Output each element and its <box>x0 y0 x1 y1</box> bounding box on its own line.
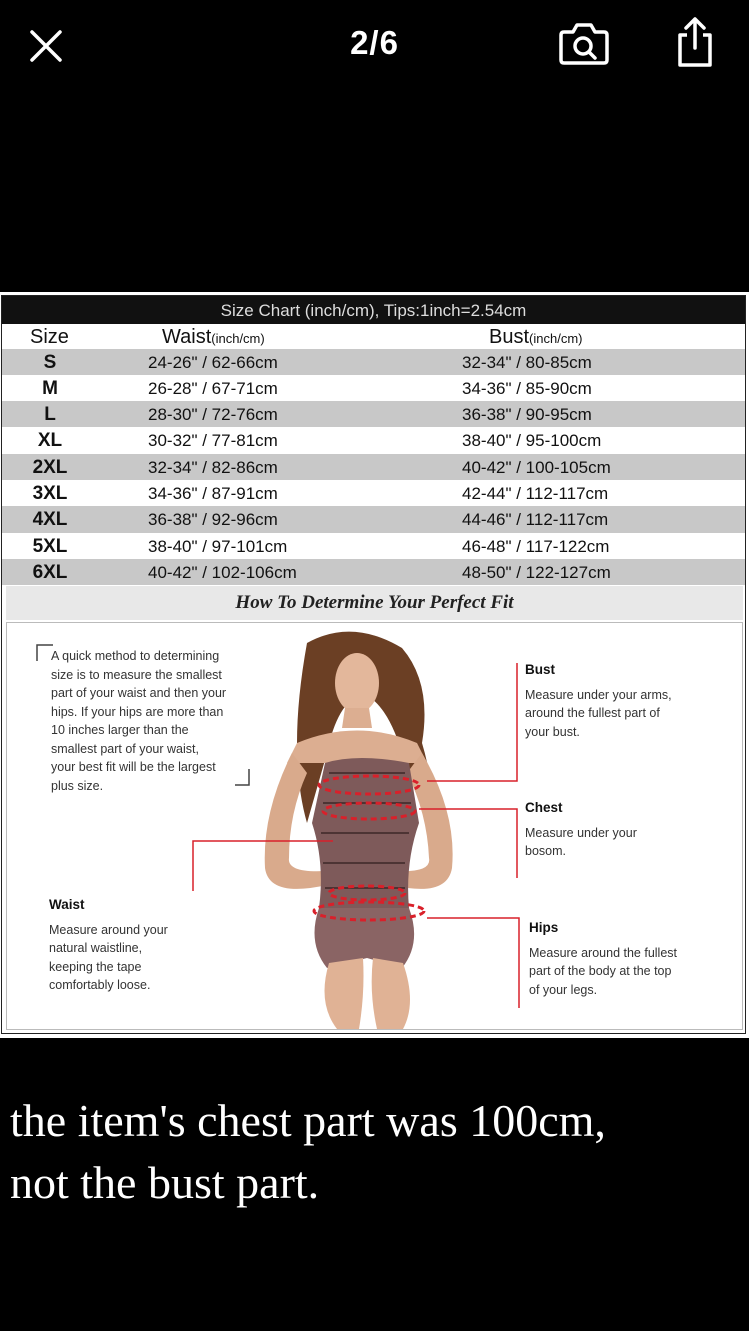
review-caption <box>10 1090 745 1214</box>
size-cell: 5XL <box>32 535 68 557</box>
waist-cell: 26-28" / 67-71cm <box>148 378 278 398</box>
caption-line: the item's chest part was 100cm, <box>10 1095 606 1146</box>
size-row <box>2 427 745 453</box>
waist-cell: 28-30" / 72-76cm <box>148 405 278 425</box>
waist-cell: 32-34" / 82-86cm <box>148 457 278 477</box>
size-chart-image <box>1 295 746 1034</box>
bust-cell: 32-34" / 80-85cm <box>462 352 592 372</box>
bust-cell: 44-46" / 112-117cm <box>462 510 609 530</box>
bust-cell: 42-44" / 112-117cm <box>462 484 609 503</box>
caption-line: not the bust part. <box>10 1157 320 1208</box>
bust-cell: 48-50" / 122-127cm <box>462 562 611 582</box>
bust-cell: 40-42" / 100-105cm <box>462 457 611 477</box>
size-cell: L <box>44 404 56 426</box>
bust-label: Bust <box>525 662 555 677</box>
size-row <box>2 506 745 532</box>
bust-column-header: Bust(inch/cm) <box>489 326 583 348</box>
fit-intro-text: A quick method to determining size is to measure the smallest part of your waist and then your hips. If your hips are more than 10 inches larger than the smallest part of your waist, your best fit will be the largest plus size. <box>51 649 227 793</box>
bust-note: Bust Measure under your arms, around the fullest part of your bust. <box>525 662 672 739</box>
size-chart-header <box>2 324 745 348</box>
size-row <box>2 533 745 559</box>
size-cell: 2XL <box>32 456 68 478</box>
size-cell: 6XL <box>32 561 68 583</box>
fit-guide-panel <box>6 622 743 1030</box>
bust-cell: 36-38" / 90-95cm <box>462 405 592 425</box>
size-row <box>2 401 745 427</box>
share-icon[interactable] <box>670 14 720 70</box>
visual-search-camera-icon[interactable] <box>556 18 612 68</box>
waist-cell: 36-38" / 92-96cm <box>148 510 278 530</box>
size-cell: 3XL <box>32 483 68 504</box>
size-row <box>2 480 745 506</box>
waist-cell: 34-36" / 87-91cm <box>148 484 278 503</box>
hips-label: Hips <box>529 920 559 935</box>
waist-cell: 30-32" / 77-81cm <box>148 431 278 451</box>
size-row <box>2 349 745 375</box>
size-row <box>2 454 745 480</box>
waist-column-header: Waist(inch/cm) <box>162 326 265 348</box>
waist-cell: 24-26" / 62-66cm <box>148 352 278 372</box>
product-image[interactable] <box>0 292 749 1038</box>
waist-cell: 38-40" / 97-101cm <box>148 536 288 556</box>
waist-cell: 40-42" / 102-106cm <box>148 562 297 582</box>
size-chart-title: Size Chart (inch/cm), Tips:1inch=2.54cm <box>2 296 745 324</box>
fit-guide-title: How To Determine Your Perfect Fit <box>6 586 743 620</box>
size-row <box>2 559 745 585</box>
size-row <box>2 375 745 401</box>
waist-note: Waist Measure around your natural waistline, keeping the tape comfortably loose. <box>49 897 168 992</box>
size-cell: M <box>42 377 58 399</box>
hips-note: Hips Measure around the fullest part of the body at the top of your legs. <box>529 920 678 997</box>
size-cell: S <box>43 351 57 373</box>
chest-label: Chest <box>525 800 563 815</box>
bust-cell: 34-36" / 85-90cm <box>462 378 592 398</box>
size-cell: 4XL <box>32 509 68 531</box>
bust-cell: 38-40" / 95-100cm <box>462 431 602 451</box>
bust-cell: 46-48" / 117-122cm <box>462 536 610 556</box>
chest-note: Chest Measure under your bosom. <box>525 800 637 858</box>
waist-label: Waist <box>49 897 85 912</box>
image-counter: 2/6 <box>350 24 399 61</box>
viewer-top-bar <box>0 0 749 90</box>
size-cell: XL <box>37 430 63 452</box>
size-column-header: Size <box>30 326 69 348</box>
